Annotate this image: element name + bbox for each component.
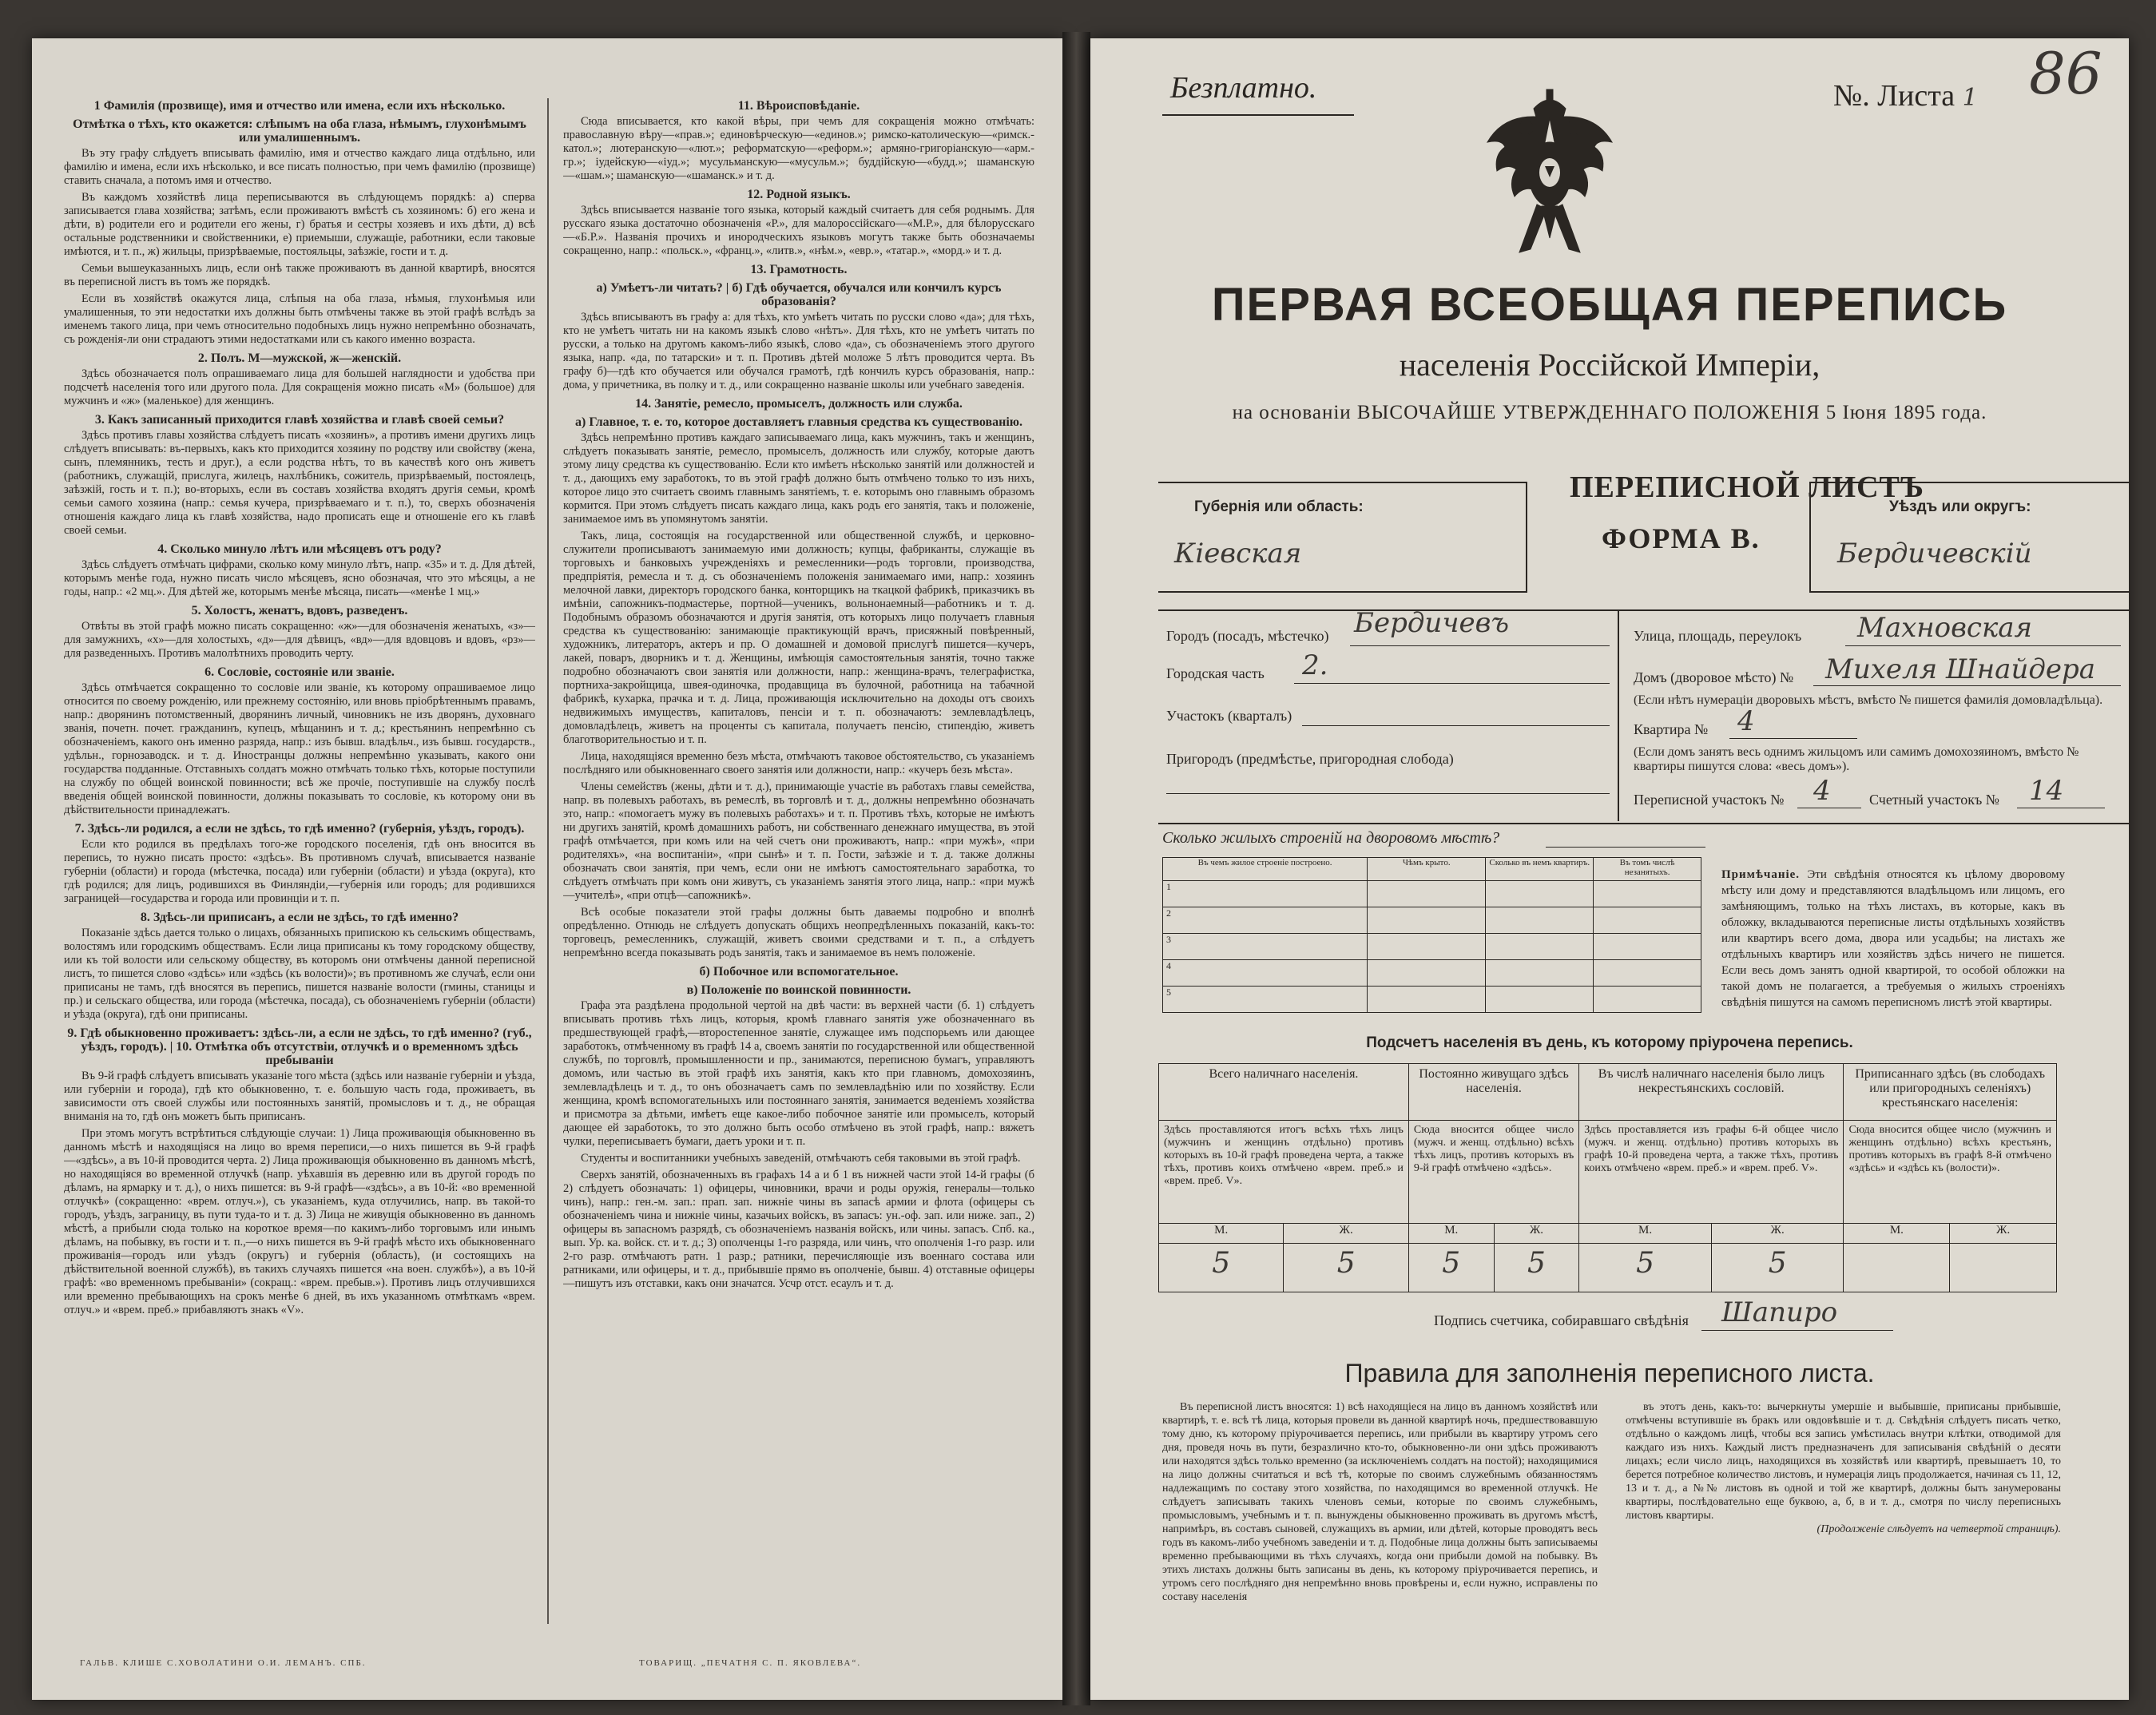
- rules-paragraph-right: въ этотъ день, какъ-то: вычеркнуты умершіе и выбывшіе, приписаны прибывшіе, отмѣчены вступившіе въ бракъ или овдовѣвшіе и т. д. Свѣдѣнія слѣдуетъ писать четко, отдѣльно о каждомъ лицѣ, чтобы вся запись умѣстилась внутри клѣтки, отводимой для каждаго изъ нихъ. Каждый листъ предназначенъ для записыванія свѣдѣній о десяти лицахъ; если число лицъ, находящихся въ хозяйствѣ или квартирѣ, превышаетъ 10, то берется потребное количество листовъ, и нумерація лицъ продолжается, начиная съ 11, 12, 13 и т. д., а №№ листовъ въ одной и той же квартирѣ, должны быть занумерованы квартиры, послѣдовательно еще буквою, а, б, в и т. д., смотря по числу переписныхъ листовъ квартиры.: [1626, 1401, 2061, 1522]
- buildings-row-number: 5: [1163, 987, 1368, 1013]
- rules-text-right: [1626, 1400, 2061, 1536]
- buildings-note: [1721, 867, 2065, 1010]
- count-text-nonpeasant: Здѣсь проставляется изъ графы 6-й общее число (мужч. и женщ. отдѣльно) противъ которыхъ въ графѣ 10-й проведена черта, а также тѣхъ, противъ коихъ отмѣчено «врем. преб.» и «врем. преб. V».: [1579, 1121, 1844, 1224]
- district-label: Уѣздъ или округъ:: [1889, 498, 2031, 515]
- sheet-number-label: №. Листа 1: [1833, 79, 1978, 113]
- instruction-paragraph: Члены семействъ (жены, дѣти и т. д.), принимающіе участіе въ работахъ главы семейства, напр. въ полевыхъ работахъ, въ ремеслѣ, въ торговлѣ и т. д., должны непремѣнно обозначать это, напр.: «помогаетъ мужу въ полевыхъ работахъ» и т. п. Противъ тѣхъ, которые не имѣютъ ни другихъ занятій, кромѣ домашнихъ работъ, ни собственнаго денежнаго имущества, въ этой графѣ отмѣчается, при комъ или на чей счетъ они проживаютъ, напр.: «при мужѣ», «при родителяхъ», «на воспитаніи», «при сынѣ» и т. п. Гости, заѣзжіе и т. д. также должны обозначать свои занятія, при чемъ, если они не имѣютъ самостоятельнаго заработка, то слѣдуетъ отмѣчать при комъ они живутъ, съ указаніемъ занятія этого лица, напр.: «при мужѣ—учителѣ», «при отцѣ—сапожникѣ».: [563, 780, 1034, 902]
- count-value-row: [1159, 1244, 2057, 1292]
- instruction-heading: 14. Занятіе, ремесло, промыселъ, должность или служба.: [635, 397, 963, 411]
- apartment-label: Квартира №: [1634, 721, 1709, 737]
- imperial-eagle-icon: [1478, 86, 1622, 270]
- instructions-column-1: [64, 94, 535, 1628]
- buildings-cell: [1368, 960, 1486, 987]
- count-header-permanent: Постоянно живущаго здѣсь населенія.: [1408, 1064, 1578, 1121]
- buildings-cell: [1368, 987, 1486, 1013]
- suburb-label: Пригородъ (предмѣстье, пригородная слобода): [1166, 751, 1454, 767]
- rules-title: Правила для заполненія переписного листа.: [1344, 1359, 1875, 1387]
- instruction-heading: 8. Здѣсь-ли приписанъ, а если не здѣсь, то гдѣ именно?: [140, 911, 459, 924]
- archive-number: 86: [2029, 40, 2102, 107]
- free-label: Безплатно.: [1170, 71, 1317, 105]
- count-value: 5: [1284, 1244, 1408, 1292]
- form-subtitle: ФОРМА В.: [1602, 522, 1761, 554]
- free-underline: [1162, 114, 1354, 116]
- note-text: Эти свѣдѣнія относятся къ цѣлому дворовому мѣсту или дому и представляются владѣльцомъ или лицомъ, его замѣняющимъ, только на тѣхъ листахъ, въ которые, какъ въ обложку, вкладываются переписные листы отдѣльныхъ хозяйствъ или квартиръ всего дома, двора или усадьбы; на листахъ же отдѣльныхъ квартиръ или хозяйствъ здѣсь ничего не пишется. Если весь домъ занятъ одной квартирой, то особой обложки на такой домъ не полагается, а требуемыя о жилыхъ строеніяхъ свѣдѣнія пишутся на самомъ переписномъ листѣ этой квартиры.: [1721, 868, 2065, 1009]
- instruction-paragraph: Студенты и воспитанники учебныхъ заведеній, отмѣчаютъ себя таковыми въ этой графѣ.: [581, 1152, 1021, 1165]
- count-value: [1844, 1244, 1950, 1292]
- count-value: 5: [1711, 1244, 1844, 1292]
- census-section-value: 4: [1813, 775, 1831, 807]
- address-divider: [1618, 609, 1619, 821]
- province-value: Кіевская: [1174, 538, 1302, 570]
- buildings-row-number: 2: [1163, 907, 1368, 934]
- instruction-heading: б) Побочное или вспомогательное.: [699, 965, 899, 979]
- instruction-paragraph: Отвѣты въ этой графѣ можно писать сокращенно: «ж»—для обозначенія женатыхъ, «з»—для замужнихъ, «х»—для холостыхъ, «д»—для дѣвицъ, «вд»—для вдовцовъ и вдовъ, «рз»—для разведенныхъ. Противъ малолѣтнихъ проводить черту.: [64, 620, 535, 660]
- buildings-cell: [1486, 881, 1594, 907]
- buildings-cell: [1594, 881, 1701, 907]
- instruction-heading: 4. Сколько минуло лѣтъ или мѣсяцевъ отъ роду?: [157, 542, 442, 556]
- buildings-cell: [1594, 934, 1701, 960]
- instruction-paragraph: Всѣ особые показатели этой графы должны быть даваемы подробно и вполнѣ опредѣленно. Отнюдь не слѣдуетъ допускать общихъ неопредѣленныхъ показаній, какъ-то: торговецъ, ремесленникъ, служащій, живетъ своими средствами и т. п., а слѣдуетъ непремѣнно всегда показывать родъ занятія, такъ и занимаемое въ немъ положеніе.: [563, 906, 1034, 959]
- printer-credit-right: ТОВАРИЩ. „ПЕЧАТНЯ С. П. ЯКОВЛЕВА“.: [639, 1658, 862, 1668]
- count-section-value: 14: [2029, 775, 2064, 807]
- printer-credit-left: ГАЛЬВ. КЛИШЕ С.ХОВОЛАТИНИ О.И. ЛЕМАНЪ. СПБ.: [80, 1658, 367, 1668]
- instruction-paragraph: Здѣсь обозначается полъ опрашиваемаго лица для большей наглядности и удобства при подсчетѣ населенія того или другого пола. Для сокращенія можно писать «М» (большое) для мужчинъ и «ж» (маленькое) для женщинъ.: [64, 367, 535, 407]
- count-header-nonpeasant: Въ числѣ наличнаго населенія было лицъ некрестьянскихъ сословій.: [1579, 1064, 1844, 1121]
- buildings-row: [1163, 907, 1701, 934]
- column-divider: [547, 98, 549, 1624]
- town-part-value: 2.: [1302, 649, 1328, 681]
- street-value: Махновская: [1857, 612, 2033, 644]
- instruction-heading: 12. Родной языкъ.: [747, 188, 851, 201]
- district-value: Бердичевскій: [1837, 538, 2032, 570]
- count-value: [1950, 1244, 2057, 1292]
- census-subtitle: населенія Россійской Имперіи,: [1399, 347, 1820, 383]
- male-label: М.: [1844, 1224, 1950, 1244]
- signature-value: Шапиро: [1721, 1296, 1838, 1328]
- count-text-permanent: Сюда вносится общее число (мужч. и женщ. отдѣльно) всѣхъ тѣхъ лицъ, противъ которыхъ въ 9-й графѣ отмѣчено «здѣсь».: [1408, 1121, 1578, 1224]
- buildings-header-apartments: Сколько въ немъ квартиръ.: [1486, 858, 1594, 881]
- section-label: Участокъ (кварталъ): [1166, 708, 1292, 724]
- house-label: Домъ (дворовое мѣсто) №: [1634, 669, 1794, 685]
- apartment-underline: [1729, 738, 1857, 739]
- house-underline: [1813, 685, 2121, 686]
- count-section-label: Счетный участокъ №: [1869, 792, 1999, 808]
- buildings-question: Сколько жилыхъ строеній на дворовомъ мѣстѣ?: [1162, 829, 1500, 847]
- instruction-paragraph: Лица, находящіяся временно безъ мѣста, отмѣчаютъ таковое обстоятельство, съ указаніемъ послѣдняго или обыкновеннаго своего занятія или должности, напр.: «кучеръ безъ мѣста».: [563, 750, 1034, 776]
- instruction-heading: 3. Какъ записанный приходится главѣ хозяйства и главѣ своей семьи?: [94, 413, 505, 427]
- buildings-cell: [1594, 987, 1701, 1013]
- instruction-heading: 13. Грамотность.: [750, 263, 848, 276]
- instruction-heading: 7. Здѣсь-ли родился, а если не здѣсь, то гдѣ именно? (губернія, уѣздъ, городъ).: [74, 822, 525, 836]
- instruction-paragraph: Сверхъ занятій, обозначенныхъ въ графахъ 14 а и б 1 въ нижней части этой 14-й графы (б 2) слѣдуетъ обозначать: 1) офицеры, чиновники, врачи и роды оружія, генералы—только чинъ), напр.: ген.-м. зап.: прап. зап. нижніе чины въ запасѣ армии и флота (офицеры съ обозначеніемъ чина и нижніе чины, казачьих войскъ, въ запасъ: ун.-оф. зап. или ниже. зап., 2) офицеры въ запасномъ разрядѣ, съ обозначеніемъ названія войскъ, или чины. запасъ. Спб. ка., вып. Ур. ка. войск. ст. и т. д.; 3) ополченцы 1-го разряда, или чинъ, что ополченія 1-го разр. или 2-го разр. отмѣчаютъ ратн. 1 разр.; ратники, перечисляющіе изъ военнаго состава или ратниками, или офицеры, и т. д., прибывшіе прямо въ ополченіе, бывш. 4) отставные офицеры—пишутъ изъ отставки, какъ они значатся. Усчр отст. есаулъ и т. д.: [563, 1169, 1034, 1290]
- female-label: Ж.: [1284, 1224, 1408, 1244]
- buildings-table-body: [1163, 881, 1701, 1013]
- instruction-heading: 1 Фамилія (прозвище), имя и отчество или имена, если ихъ нѣсколько.: [93, 99, 506, 113]
- buildings-cell: [1486, 960, 1594, 987]
- town-underline: [1350, 645, 1610, 646]
- instruction-heading: 11. Вѣроисповѣданіе.: [737, 99, 860, 113]
- census-form-page: [1090, 38, 2129, 1700]
- buildings-row-number: 1: [1163, 881, 1368, 907]
- instruction-paragraph: Здѣсь отмѣчается сокращенно то сословіе или званіе, къ которому опрашиваемое лицо относится по своему рожденію, или прежнему состоянію, или вновь пріобрѣтеннымъ правамъ, напр.: дворянинъ потомственный, дворянинъ личный, чиновникъ не изъ дворянъ, духовнаго званія, почетн. почет. гражданинъ, купецъ, мѣщанинъ и т. д.; крестьянинъ непремѣнно съ обозначеніемъ, какого онъ именно разряда, напр.: изъ бывш. владѣльч., изъ бывш. государств., удѣльн., горнозаводск. и т. д. Иностранцы должны непремѣнно указывать, какого они государства подданные. Отставныхъ солдатъ можно отмѣчать только тѣхъ, которые поступили на службу по общей воинской повинности; всѣ же прочіе, поступившіе на службу послѣ введенія общей воинской повинности, должны показывать то сословіе, къ которому они въ дѣйствительности принадлежатъ.: [64, 681, 535, 816]
- census-section-label: Переписной участокъ №: [1634, 792, 1785, 808]
- sheet-number-value: 1: [1962, 84, 1978, 112]
- buildings-row: [1163, 881, 1701, 907]
- female-label: Ж.: [1950, 1224, 2057, 1244]
- instruction-paragraph: Показаніе здѣсь дается только о лицахъ, обязанныхъ припискою къ сельскимъ обществамъ, волостямъ или городскимъ обществамъ. Если лица приписаны къ тому городскому обществу, или къ той волости или сельскому обществу, въ которомъ они отмѣчены данной переписной листъ, то пишется слово «здѣсь» или «здѣсь (къ волости)»; въ противномъ же случаѣ, если они приписаны не тамъ, гдѣ вносятся въ перепись, пишется названіе волости (гмины, станицы и пр.) и сельскаго общества, или города (мѣстечка, посада), съ обозначеніемъ губерніи (области) и уѣзда (округа), гдѣ они приписаны.: [64, 927, 535, 1021]
- province-label: Губернія или область:: [1194, 498, 1364, 515]
- instruction-paragraph: Въ каждомъ хозяйствѣ лица переписываются въ слѣдующемъ порядкѣ: а) сперва записывается глава хозяйства; затѣмъ, если проживаютъ вмѣстѣ съ хозяиномъ: б) его жена и дѣти, в) родители его и родители его жены, г) братья и сестры хозяевъ и ихъ дѣти, д) всѣ остальные родственники и свойственники, е) приемыши, служащіе, работники, если таковые имѣются, и т. п., ж) жильцы, призрѣваемые, постояльцы, заѣзжіе, гости и т. д.: [64, 191, 535, 258]
- form-title: ПЕРЕПИСНОЙ ЛИСТЪ: [1570, 470, 1924, 504]
- buildings-row: [1163, 934, 1701, 960]
- buildings-cell: [1368, 907, 1486, 934]
- count-value: 5: [1579, 1244, 1712, 1292]
- buildings-row-number: 3: [1163, 934, 1368, 960]
- instruction-paragraph: Здѣсь вписывается названіе того языка, который каждый считаетъ для себя роднымъ. Для русскаго языка достаточно обозначенія «Р.», для малороссійскаго—«М.Р.», для бѣлорусскаго—«Б.Р.». Названія прочихъ и инородческихъ языковъ могутъ также быть обозначаемы сокращенно, напр.: «польск.», «франц.», «литв.», «нѣм.», «евр.», «татар.», «морд.» и т. д.: [563, 204, 1034, 257]
- rules-paragraph-left: Въ переписной листъ вносятся: 1) всѣ находящіеся на лицо въ данномъ хозяйствѣ или квартирѣ, т. е. всѣ тѣ лица, которыя провели въ данной квартирѣ ночь, предшествовавшую тому дню, къ которому пріурочивается перепись, или прибыли въ квартиру утромъ сего дня, проведя ночь въ пути, безразлично кто-то, обыкновенно-ли они здѣсь проживаютъ или находятся здѣсь только временно (за исключеніемъ солдатъ на постой); находящимися на лицо должны считаться и всѣ тѣ, которые по своимъ служебнымъ обязанностямъ надлежащимъ по составу этого хозяйства, по находящимся во временной отлучкѣ. Не слѣдуетъ записывать такихъ членовъ семьи, которые по своимъ служебнымъ, промысловымъ, учебнымъ и т. п. вынуждены обыкновенно проживать въ другомъ мѣстѣ, напримѣръ, въ составъ сыновей, служащихъ въ армии, или дѣтей, которые проводятъ весь годъ въ какомъ-либо учебномъ заведеніи и т. д. Подобные лица должны быть записываемы временно пребывающими въ тѣхъ случаяхъ, когда они прибыли домой на побывку. Въ этихъ листахъ должны быть записаны въ день, къ которому пріурочивается перепись, и утромъ сего послѣдняго дня непремѣнно вновь провѣрены и, если нужно, исправлены по составу населенія: [1162, 1401, 1598, 1603]
- buildings-cell: [1368, 881, 1486, 907]
- buildings-row-number: 4: [1163, 960, 1368, 987]
- instruction-paragraph: Здѣсь вписываютъ въ графу а: для тѣхъ, кто умѣетъ читать по русски слово «да»; для тѣхъ, кто не умѣетъ читать ни на какомъ языкѣ слово «нѣтъ». Для тѣхъ, кто не умѣетъ читать по русски, а только на другомъ какомъ-либо языкѣ, слово «да», съ обозначеніемъ этого другого языка, напр. «да, по татарски» и т. п. Противъ дѣтей моложе 5 лѣтъ проводится черта. Въ графу б)—гдѣ кто обучается или обучался грамотѣ, гдѣ кончилъ курсъ образованія, напр.: дома, у причетника, въ полку и т. д., или сокращенно названіе школы или учебнаго заведенія.: [563, 311, 1034, 391]
- town-part-underline: [1294, 683, 1610, 684]
- buildings-header-roof: Чѣмъ крыто.: [1368, 858, 1486, 881]
- instruction-paragraph: Здѣсь противъ главы хозяйства слѣдуетъ писать «хозяинъ», а противъ имени другихъ лицъ слѣдуетъ вписывать: въ-первыхъ, какъ кто приходится хозяину по родству или свойству (жена, сынъ, племянникъ, тесть и друг.), а если родства нѣтъ, то въ качествѣ кого онъ живетъ (работникъ, служащій, прислуга, жилецъ, нахлѣбникъ, сожитель, призрѣваемый, постоялецъ, заѣзжій, гость и т. п.); во-вторыхъ, если въ составъ хозяйства входятъ другія семьи, кромѣ семьи самого хозяина (напр.: семья кучера, призрѣваемаго и т. п.), то, сверхъ обозначенія отношенія каждаго лица къ главѣ хозяйства, надо прописать еще и отношеніе его къ главѣ своей семьи.: [64, 429, 535, 537]
- instruction-paragraph: Въ 9-й графѣ слѣдуетъ вписывать указаніе того мѣста (здѣсь или названіе губерніи и уѣзда, или губерніи и города), гдѣ кто обыкновенно, т. е. большую часть года, проживаетъ, въ зависимости отъ своей службы или постоянныхъ занятій, промысловъ и т. д., не обращая вниманія на то, гдѣ онъ можетъ быть приписанъ.: [64, 1070, 535, 1123]
- buildings-header-material: Въ чемъ жилое строеніе построено.: [1163, 858, 1368, 881]
- instructions-page: [32, 38, 1062, 1700]
- signature-underline: [1701, 1330, 1893, 1331]
- count-header-total: Всего наличнаго населенія.: [1159, 1064, 1409, 1121]
- signature-label: Подпись счетчика, собиравшаго свѣдѣнія: [1434, 1312, 1689, 1328]
- instruction-heading: 6. Сословіе, состояніе или званіе.: [204, 665, 395, 679]
- section-underline: [1302, 725, 1610, 726]
- buildings-cell: [1486, 907, 1594, 934]
- male-label: М.: [1579, 1224, 1712, 1244]
- instruction-paragraph: Графа эта раздѣлена продольной чертой на двѣ части: въ верхней части (б. 1) слѣдуетъ вписывать противъ тѣхъ лицъ, которыя, кромѣ главнаго занятія уже обозначеннаго въ предшествующей графѣ,—второстепенное занятіе, служащее имъ подспорьемъ или дающее заработокъ, отмѣченному въ графѣ 14 а, своемъ занятіи по государственной или общественной службѣ, по торговлѣ, промышленности и пр., занимаются, переписною бумагъ, управляютъ домомъ, или частью въ этой графѣ ихъ занятія, какъ кто при главномъ, домохозяинъ, землевладѣлецъ и т. д., то онъ обозначаетъ самъ по землевладѣнію или по хозяйству. Если женщина, кромѣ вспомогательныхъ или постояннаго занятія, занимается веденіемъ хозяйства и присмотра за дѣтьми, имѣетъ еще какое-либо побочное занятіе или промыселъ, который дающее ей заработокъ, то это должно быть особо отмѣчено въ этой графѣ, напр.: вяжетъ чулки, переписываетъ бумаги, даетъ уроки и т. п.: [563, 999, 1034, 1148]
- instruction-heading: 9. Гдѣ обыкновенно проживаетъ: здѣсь-ли, а если не здѣсь, то гдѣ именно? (губ., уѣздъ, городъ). | 10. Отмѣтка объ отсутствіи, отлучкѣ и о временномъ здѣсь пребываніи: [67, 1026, 532, 1067]
- instruction-paragraph: При этомъ могутъ встрѣтиться слѣдующіе случаи: 1) Лица проживающія обыкновенно въ данномъ мѣстѣ и находящіяся на лицо во время переписи,—о нихъ пишется въ 9-й графѣ—«здѣсь», а въ 10-й проводится черта. 2) Лица проживающія обыкновенно въ данномъ мѣстѣ, но находящіяся во временной отлучкѣ (напр. уѣхавшія въ деревню или въ другой городъ по дѣламъ, на ярмарку и т. д.), о нихъ пишется: въ 9-й графѣ—«здѣсь», а въ 10-й: «во временной отлучкѣ» (сокращенно: «врем. отлуч.»), съ указаніемъ, куда отлучились, напр. въ такой-то городъ, уѣздъ, заграницу, въ пути туда-то и т. д. 3) Лица не живущія обыкновенно въ данномъ мѣстѣ, а прибыли сюда только на короткое время—по какимъ-либо торговымъ или инымъ дѣламъ, на побывку, въ гости и т. п.,—о нихъ пишется въ 9-й графѣ мѣсто ихъ обыкновеннаго проживанія—городъ или уѣздъ (округъ) и губернія (область), (и состоящихъ на дѣйствительной военной службѣ), въ такихъ случаяхъ пишется «на воен. службѣ»), а въ 10-й графѣ: «во временномъ пребываніи» (сокращ.: «врем. пребыв.»). Противъ лицъ отлучившихся или временно пребывающихъ на срокъ менѣе 6 дней, въ ихъ указанномъ отмѣткамъ «врем. отлуч.» и «врем. преб.» прибавляютъ знакъ «V».: [64, 1127, 535, 1316]
- count-text-row: [1159, 1121, 2057, 1224]
- town-part-label: Городская часть: [1166, 665, 1265, 681]
- instruction-heading: 2. Полъ. М—мужской, ж—женскій.: [197, 351, 402, 365]
- street-label: Улица, площадь, переулокъ: [1634, 628, 1802, 644]
- instruction-heading: а) Умѣетъ-ли читать? | б) Гдѣ обучается, обучался или кончилъ курсъ образованія?: [596, 281, 1002, 308]
- count-value: 5: [1494, 1244, 1579, 1292]
- rules-continue-note: (Продолженіе слѣдуетъ на четвертой страницѣ).: [1817, 1523, 2061, 1535]
- buildings-header-row: [1163, 858, 1701, 881]
- female-label: Ж.: [1494, 1224, 1579, 1244]
- count-text-peasant: Сюда вносится общее число (мужчинъ и женщинъ отдѣльно) всѣхъ крестьянъ, противъ которыхъ въ графѣ 8-й отмѣчено «здѣсь» и «здѣсь къ (волости)».: [1844, 1121, 2057, 1224]
- house-value: Михеля Шнайдера: [1825, 653, 2096, 685]
- male-label: М.: [1159, 1224, 1284, 1244]
- instruction-heading: Отмѣтка о тѣхъ, кто окажется: слѣпымъ на оба глаза, нѣмымъ, глухонѣмымъ или умалишеннымъ.: [73, 117, 526, 145]
- buildings-cell: [1594, 960, 1701, 987]
- instruction-heading: а) Главное, т. е. то, которое доставляетъ главныя средства къ существованію.: [575, 415, 1022, 429]
- buildings-cell: [1368, 934, 1486, 960]
- count-value: 5: [1408, 1244, 1494, 1292]
- population-count-table: [1158, 1063, 2057, 1292]
- buildings-table: [1162, 857, 1701, 1013]
- book-gutter: [1062, 32, 1090, 1705]
- instruction-heading: в) Положеніе по воинской повинности.: [686, 983, 911, 997]
- instruction-paragraph: Такъ, лица, состоящія на государственной или общественной службѣ, и церковно-служители прописываютъ занимаемую ими должность; купцы, фабриканты, служащіе въ торговыхъ и банковыхъ учрежденіяхъ и ремесленники—родъ торговли, производства, предпріятія, ремесла и т. д. съ обозначеніемъ положенія занимаемаго ими, напр.: хозяинъ мелочной лавки, директоръ городского банка, конторщикъ на ткацкой фабрикѣ, приказчикъ въ имѣніи, сапожникъ-подмастерье, портной—ученикъ, вольнонаемный—работникъ и т. д. Подобнымъ образомъ обозначаются и другія занятія, отъ которыхъ лицо получаетъ главныя средства къ существованію: занимающіе практикующій врачъ, присяжный повѣренный, художникъ, литераторъ, актеръ и пр. О домашней и домовой прислугѣ пишется—кучеръ, лакей, поваръ, дворникъ и т. д. Женщины, имѣющія самостоятельныя занятія, точно также подробно обозначаютъ свои занятія или должности, напр.: женщина-врачъ, телеграфистка, портниха-закройщица, швея-одиночка, продавщица въ булочной, работница на табачной фабрикѣ, кухарка, прачка и т. д. Лица, проживающія исключительно на доходы отъ своихъ недвижимыхъ имуществъ, капиталовъ, пенсіи и т. п. обозначаютъ: землевладѣлецъ, домовладѣлецъ, живетъ на проценты съ капитала, получаетъ пенсію, стипендію, живетъ благотворительностью и т. п.: [563, 530, 1034, 746]
- instruction-paragraph: Въ эту графу слѣдуетъ вписывать фамилію, имя и отчество каждаго лица отдѣльно, или фамилію и имена, если ихъ нѣсколько, и все писать полностью, при чемъ фамилію (прозвище) ставить сначала, а потомъ имя и отчество.: [64, 147, 535, 187]
- apartment-note: (Если домъ занятъ весь однимъ жильцомъ или самимъ домохозяиномъ, вмѣсто № квартиры пишутся слова: «весь домъ»).: [1634, 745, 2079, 773]
- count-header-row: [1159, 1064, 2057, 1121]
- instruction-paragraph: Если въ хозяйствѣ окажутся лица, слѣпыя на оба глаза, нѣмыя, глухонѣмыя или умалишенныя, то эти недостатки ихъ должны быть отмѣчены также въ этой графѣ вслѣдъ за именемъ такого лица, при чемъ относительно подобныхъ лицъ нужно непремѣнно обозначать, съ рожденія-ли они страдаютъ этими недостатками или съ какого именно возраста.: [64, 292, 535, 346]
- instruction-paragraph: Сюда вписывается, кто какой вѣры, при чемъ для сокращенія можно отмѣчать: православную вѣру—«прав.»; единовѣрческую—«единов.»; римско-католическую—«римск.-катол.»; лютеранскую—«лют.»; реформатскую—«реформ.»; армяно-григоріанскую—«арм.-гр.»; іудейскую—«іуд.»; мусульманскую—«мусульм.»; буддійскую—«будд.»; шаманскую—«шам.»; шаманскую—«шаманск.» и т. д.: [563, 115, 1034, 182]
- count-sex-row: [1159, 1224, 2057, 1244]
- street-underline: [1845, 645, 2121, 646]
- instruction-heading: 5. Холостъ, женатъ, вдовъ, разведенъ.: [191, 604, 408, 617]
- buildings-cell: [1486, 987, 1594, 1013]
- buildings-row: [1163, 960, 1701, 987]
- rules-text-left: [1162, 1400, 1598, 1604]
- apartment-value: 4: [1737, 705, 1755, 737]
- census-title: ПЕРВАЯ ВСЕОБЩАЯ ПЕРЕПИСЬ: [1211, 279, 2008, 331]
- instruction-paragraph: Здѣсь слѣдуетъ отмѣчать цифрами, сколько кому минуло лѣтъ, напр. «35» и т. д. Для дѣтей, которымъ менѣе года, нужно писать число мѣсяцевъ, ясно обозначая, что это мѣсяцы, а не годы, напр.: «2 мц.». Для дѣтей же, которымъ менѣе мѣсяца, писать—«менѣе 1 мц.»: [64, 558, 535, 598]
- buildings-underline: [1546, 847, 1705, 848]
- note-title: Примѣчаніе.: [1721, 868, 1801, 881]
- instruction-paragraph: Здѣсь непремѣнно противъ каждаго записываемаго лица, какъ мужчинъ, такъ и женщинъ, слѣдуетъ показывать занятіе, ремесло, промыселъ, должность или службу, которые даютъ этому лицу средства къ существованію. Если кто имѣетъ нѣсколько занятій или должностей и т. д., дающихъ ему заработокъ, то въ этой графѣ должно быть отмѣчено только то изъ нихъ, которое лицо это считаетъ своимъ главнымъ занятіемъ, т. е. которымъ оно главнымъ образомъ кормится. При этомъ слѣдуетъ писать каждаго лица, какъ родъ его занятія, такъ и положеніе, занимаемое имъ въ упомянутомъ занятіи.: [563, 431, 1034, 526]
- female-label: Ж.: [1711, 1224, 1844, 1244]
- buildings-cell: [1486, 934, 1594, 960]
- house-note: (Если нѣтъ нумераціи дворовыхъ мѣстъ, вмѣсто № пишется фамилія домовладѣльца).: [1634, 693, 2103, 707]
- buildings-cell: [1594, 907, 1701, 934]
- count-text-total: Здѣсь проставляются итогъ всѣхъ тѣхъ лицъ (мужчинъ и женщинъ отдѣльно) противъ которыхъ въ 10-й графѣ проведена черта, а также тѣхъ, противъ коихъ отмѣчено «врем. преб.» и «врем. преб. V».: [1159, 1121, 1409, 1224]
- census-legal-basis: на основаніи ВЫСОЧАЙШЕ УТВЕРЖДЕННАГО ПОЛОЖЕНІЯ 5 Іюня 1895 года.: [1232, 402, 1987, 423]
- count-title: Подсчетъ населенія въ день, къ которому пріурочена перепись.: [1366, 1034, 1853, 1051]
- instruction-paragraph: Если кто родился въ предѣлахъ того-же городского поселенія, гдѣ онъ вносится въ перепись, то нужно писать просто: «здѣсь». Въ противномъ случаѣ, вписывается названіе губерніи (области) и города (мѣстечка, посада) или губерніи (области) и уѣзда (округа), кто гдѣ родился; для лицъ, родившихся въ Финляндіи,—губернія или городъ; для родившихся заграницей—государства и города или провинціи и т. п.: [64, 838, 535, 905]
- instructions-column-2: [563, 94, 1034, 1628]
- count-header-peasant: Приписаннаго здѣсь (въ слободахъ или пригородныхъ селеніяхъ) крестьянскаго населенія:: [1844, 1064, 2057, 1121]
- buildings-row: [1163, 987, 1701, 1013]
- count-value: 5: [1159, 1244, 1284, 1292]
- town-label: Городъ (посадъ, мѣстечко): [1166, 628, 1329, 644]
- male-label: М.: [1408, 1224, 1494, 1244]
- instruction-paragraph: Семьи вышеуказанныхъ лицъ, если онѣ также проживаютъ въ данной квартирѣ, вносятся въ переписной листъ въ томъ же порядкѣ.: [64, 262, 535, 288]
- suburb-underline: [1166, 793, 1610, 794]
- buildings-header-vacant: Въ томъ числѣ незанятыхъ.: [1594, 858, 1701, 881]
- town-value: Бердичевъ: [1354, 607, 1510, 639]
